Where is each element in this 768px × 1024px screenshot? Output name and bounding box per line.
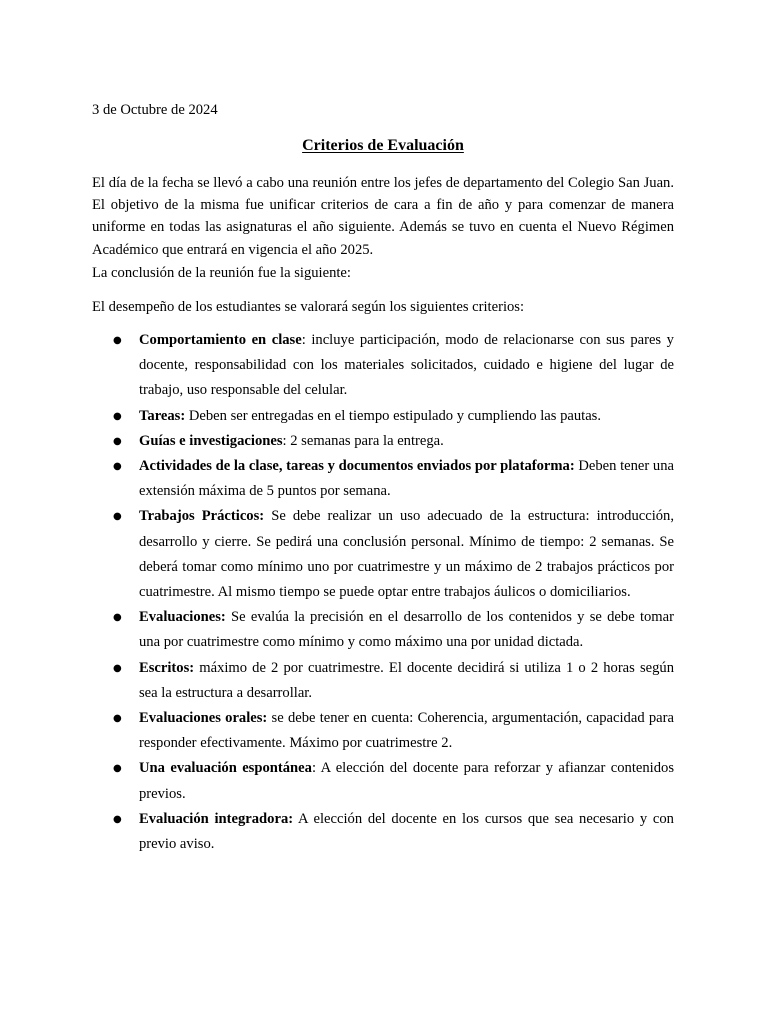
criteria-item-escritos <box>92 656 674 706</box>
criteria-list <box>92 328 674 857</box>
criteria-label: Tareas: <box>139 407 186 424</box>
criteria-text: A elección del docente en los cursos que sea necesario y con previo aviso. <box>139 810 674 853</box>
criteria-label: Guías e investigaciones <box>139 432 283 449</box>
criteria-label: Evaluaciones orales: <box>139 710 268 727</box>
criteria-item-guias <box>92 429 674 454</box>
criteria-label: Una evaluación espontánea <box>139 760 312 777</box>
criteria-text: se debe tener en cuenta: Coherencia, argumentación, capacidad para responder efectivamente. Máximo por cuatrimestre 2. <box>139 710 674 752</box>
criteria-text: Deben ser entregadas en el tiempo estipulado y cumpliendo las pautas. <box>185 407 602 424</box>
conclusion-paragraph: La conclusión de la reunión fue la siguiente: <box>92 265 351 281</box>
criteria-item-comportamiento <box>92 328 674 404</box>
document-title: Criterios de Evaluación <box>302 137 464 154</box>
criteria-label: Comportamiento en clase <box>139 332 302 348</box>
criteria-item-evaluacion-integradora <box>92 807 674 857</box>
criteria-item-evaluaciones-orales <box>92 706 674 756</box>
document-date: 3 de Octubre de 2024 <box>92 102 218 118</box>
criteria-text: Se debe realizar un uso adecuado de la estructura: introducción, desarrollo y cierre. Se pedirá una conclusión personal. Mínimo de tiempo: 2 semanas. Se deberá tomar como mínimo uno por cuatrimestre y un máximo de 2 trabajos prácticos por cuatrimestre. Al mismo tiempo se puede optar entre trabajos áulicos o domiciliarios. <box>139 508 674 601</box>
criteria-item-trabajos-practicos <box>92 504 674 605</box>
intro-paragraph: El día de la fecha se llevó a cabo una reunión entre los jefes de departamento del Colegio San Juan. El objetivo de la misma fue unificar criterios de cara a fin de año y para comenzar de manera uniforme en todas las asignaturas el año siguiente. Además se tuvo en cuenta el Nuevo Régimen Académico que entrará en vigencia el año 2025. <box>92 175 674 258</box>
criteria-text: máximo de 2 por cuatrimestre. El docente decidirá si utiliza 1 o 2 horas según sea la estructura a desarrollar. <box>139 659 674 701</box>
criteria-intro-paragraph: El desempeño de los estudiantes se valorará según los siguientes criterios: <box>92 299 525 315</box>
criteria-label: Escritos: <box>139 659 195 676</box>
criteria-label: Evaluaciones: <box>139 609 226 626</box>
criteria-item-actividades <box>92 454 674 504</box>
criteria-item-evaluacion-espontanea <box>92 756 674 806</box>
criteria-label: Trabajos Prácticos: <box>139 508 265 525</box>
criteria-item-evaluaciones <box>92 605 674 655</box>
criteria-text: : A elección del docente para reforzar y afianzar contenidos previos. <box>139 760 674 802</box>
criteria-label: Evaluación integradora: <box>139 810 294 827</box>
criteria-text: Se evalúa la precisión en el desarrollo de los contenidos y se debe tomar una por cuatrimestre como mínimo y como máximo una por unidad dictada. <box>139 609 674 651</box>
criteria-text: : incluye participación, modo de relacionarse con sus pares y docente, responsabilidad con los materiales solicitados, cuidado e higiene del lugar de trabajo, uso responsable del celular. <box>139 332 674 399</box>
criteria-label: Actividades de la clase, tareas y documentos enviados por plataforma: <box>139 458 575 475</box>
criteria-text: : 2 semanas para la entrega. <box>282 432 444 449</box>
criteria-item-tareas <box>92 404 674 429</box>
criteria-text: Deben tener una extensión máxima de 5 puntos por semana. <box>139 458 674 500</box>
